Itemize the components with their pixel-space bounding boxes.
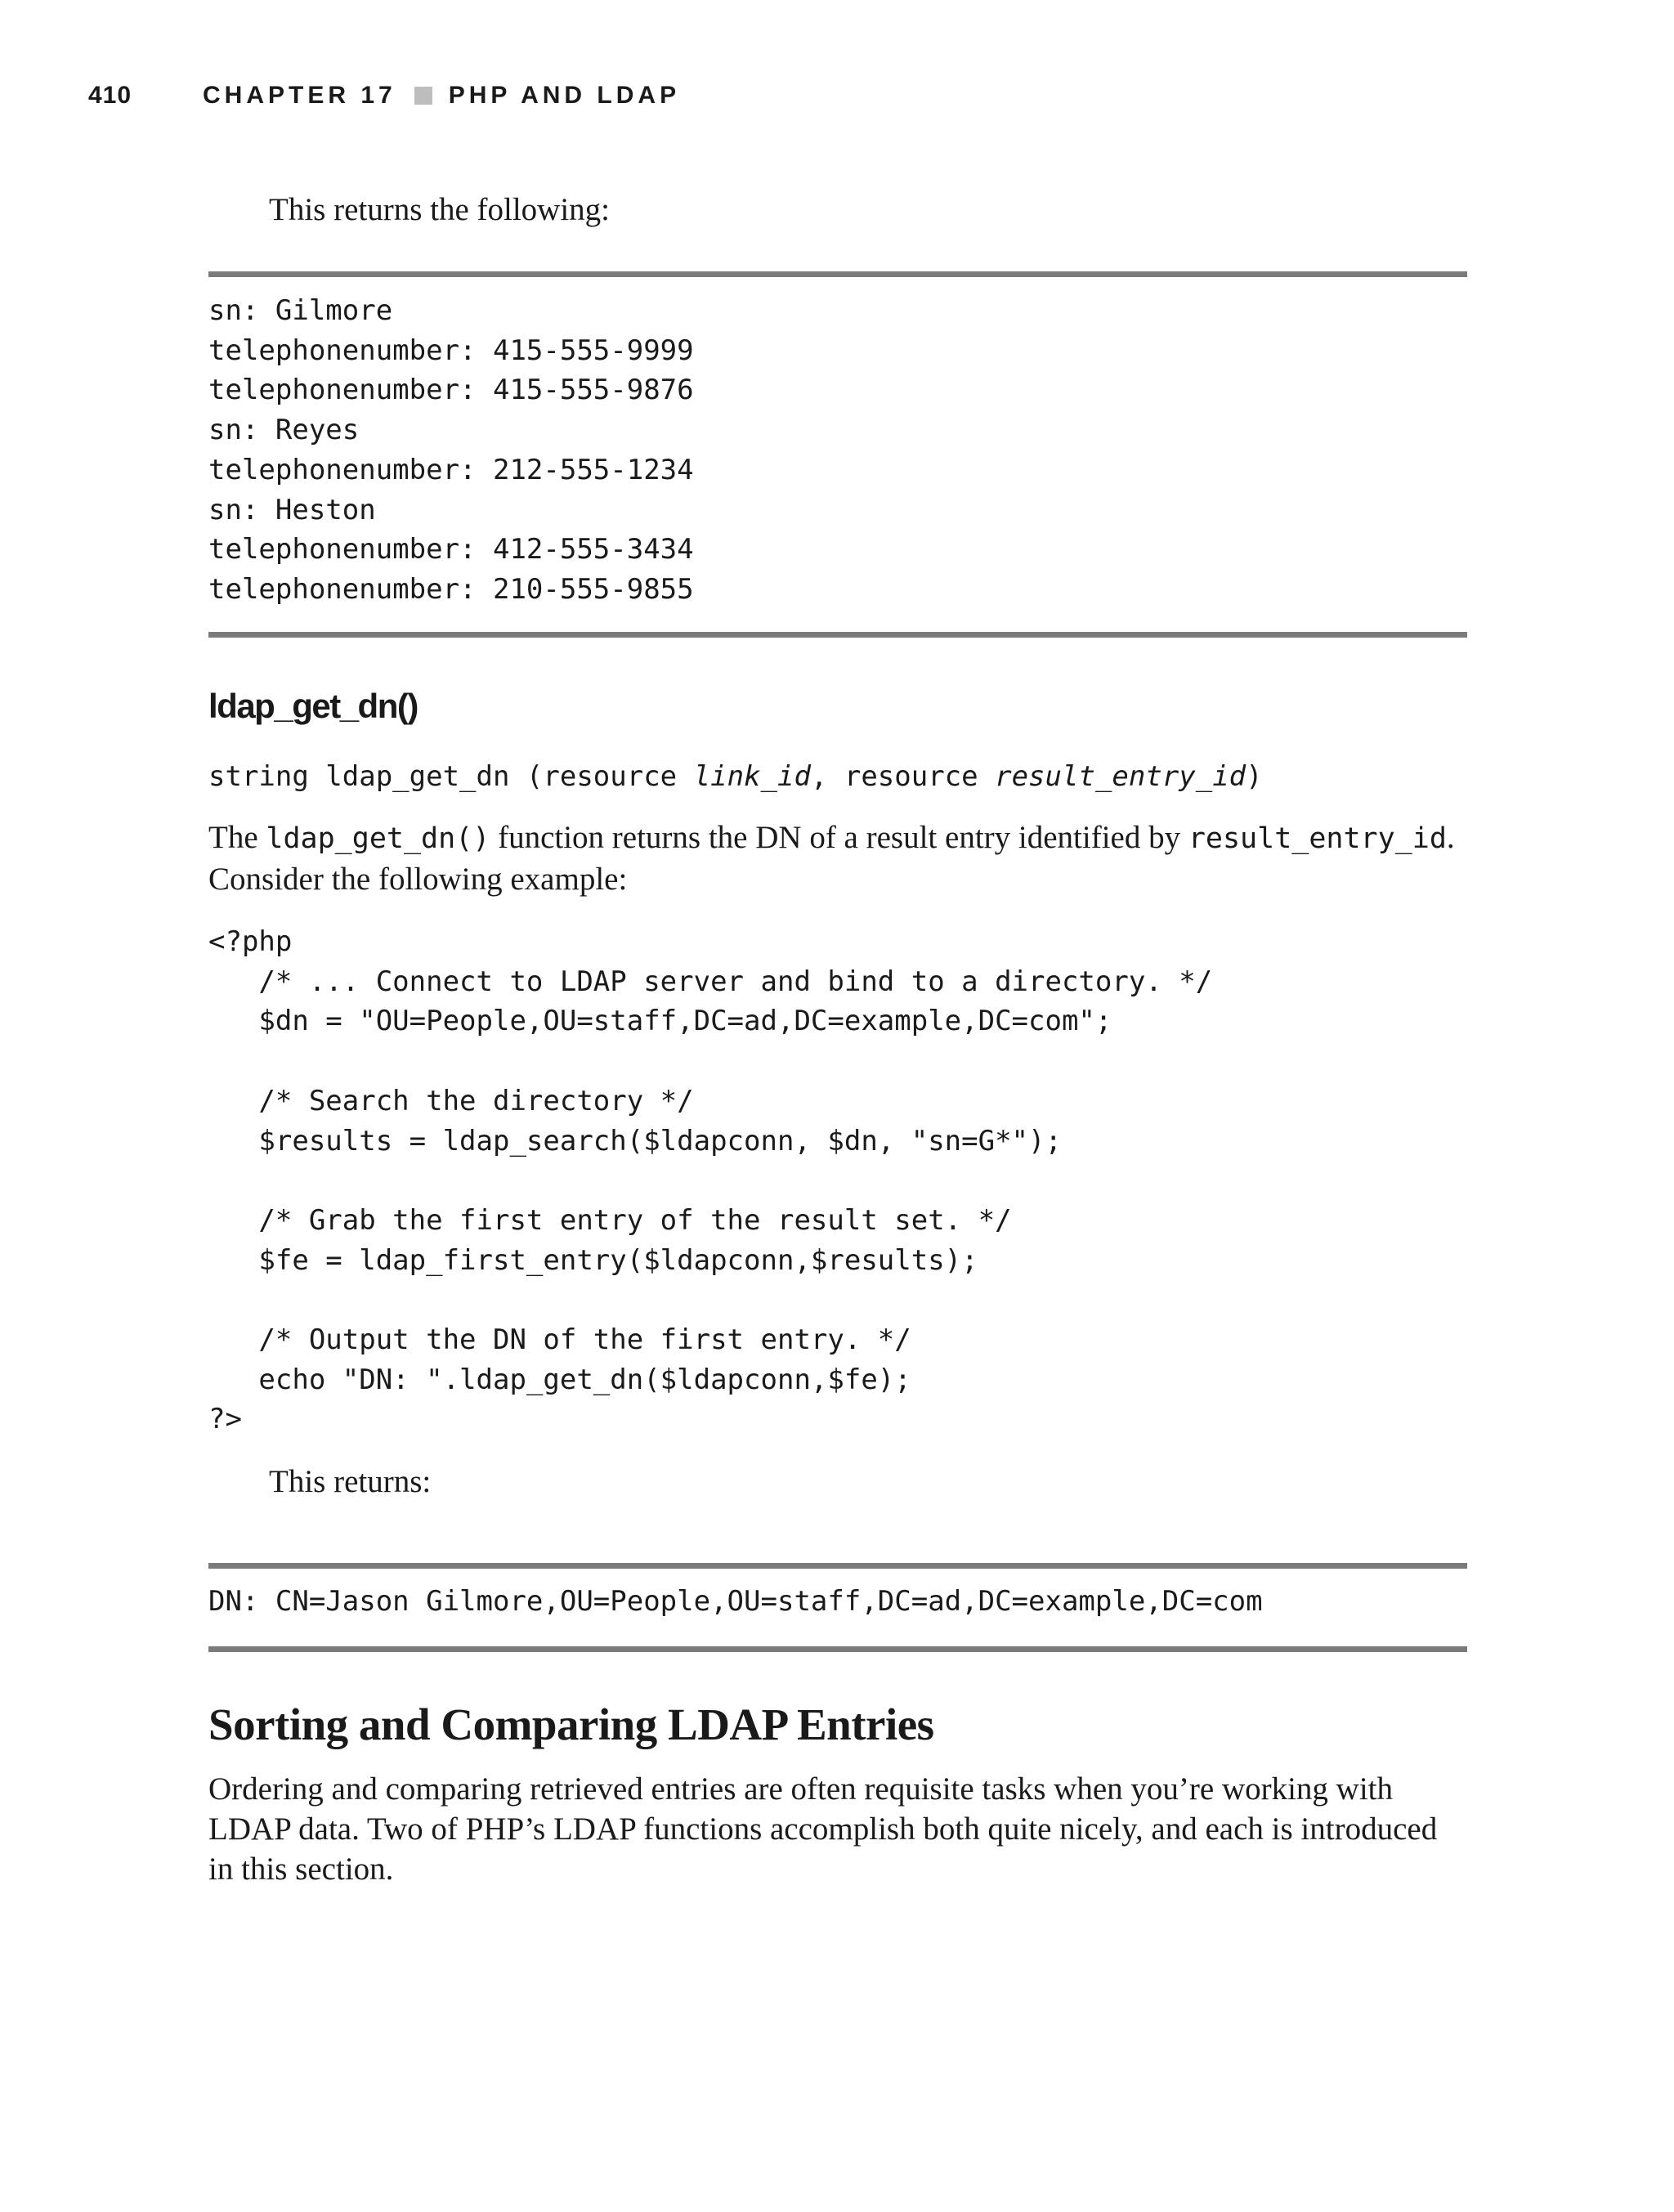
output-line: sn: Reyes (208, 414, 360, 447)
chapter-label: CHAPTER 17 (203, 82, 396, 109)
code-example (208, 922, 1467, 1440)
code-line: ?> (208, 1403, 242, 1436)
code-line: $results = ldap_search($ldapconn, $dn, "sn=G*"); (208, 1124, 1062, 1157)
code-line (208, 1161, 1467, 1201)
rule-top-output-1 (208, 271, 1467, 277)
output-line: telephonenumber: 415-555-9999 (208, 334, 694, 367)
function-section (208, 687, 1467, 726)
para-line: Ordering and comparing retrieved entries are often requisite tasks when you’re working with (208, 1771, 1394, 1807)
signature-mid: , resource (810, 760, 996, 793)
intro-text: This returns the following: (269, 192, 611, 227)
code-line: echo "DN: ".ldap_get_dn($ldapconn,$fe); (208, 1363, 911, 1396)
output-line: DN: CN=Jason Gilmore,OU=People,OU=staff,DC=ad,DC=example,DC=com (208, 1585, 1263, 1618)
code-line (208, 1041, 1467, 1081)
section (208, 1699, 1467, 1750)
signature-suffix: ) (1246, 760, 1263, 793)
desc-param-name: result_entry_id (1188, 822, 1447, 855)
code-line: <?php (208, 925, 293, 958)
rule-bottom-output-2 (208, 1646, 1467, 1652)
desc-the: The (208, 820, 266, 855)
code-line (208, 1280, 1467, 1320)
signature-param-result-entry-id: result_entry_id (995, 760, 1247, 793)
separator-square-icon (414, 87, 432, 105)
chapter-title: PHP AND LDAP (448, 82, 681, 109)
signature-prefix: string ldap_get_dn (resource (208, 760, 694, 793)
page-number: 410 (88, 82, 132, 109)
function-signature (208, 757, 1467, 796)
desc-end: . (1446, 820, 1455, 855)
section-heading: Sorting and Comparing LDAP Entries (208, 1699, 934, 1749)
output-block-1 (208, 291, 1467, 610)
section-paragraph (208, 1769, 1467, 1889)
desc-line-2: Consider the following example: (208, 862, 628, 897)
output-line: sn: Heston (208, 493, 376, 526)
para-line: in this section. (208, 1852, 394, 1887)
desc-func-name: ldap_get_dn() (266, 822, 490, 855)
code-line: $fe = ldap_first_entry($ldapconn,$results); (208, 1243, 978, 1277)
output-line: sn: Gilmore (208, 294, 393, 327)
returns-paragraph (208, 1462, 1467, 1502)
code-line: $dn = "OU=People,OU=staff,DC=ad,DC=example,DC=com"; (208, 1005, 1112, 1038)
code-line: /* ... Connect to LDAP server and bind to a directory. */ (208, 965, 1213, 998)
returns-text: This returns: (269, 1464, 432, 1499)
rule-top-output-2 (208, 1563, 1467, 1569)
function-description (208, 817, 1467, 899)
desc-mid: function returns the DN of a result entry identified by (490, 820, 1188, 855)
running-head (203, 82, 680, 110)
signature-param-link-id: link_id (693, 760, 811, 793)
output-line: telephonenumber: 412-555-3434 (208, 533, 694, 566)
output-line: telephonenumber: 212-555-1234 (208, 453, 694, 486)
intro-paragraph (208, 190, 1467, 230)
function-heading: ldap_get_dn() (208, 687, 418, 725)
output-line: telephonenumber: 415-555-9876 (208, 374, 694, 407)
output-line: telephonenumber: 210-555-9855 (208, 572, 694, 606)
para-line: LDAP data. Two of PHP’s LDAP functions accomplish both quite nicely, and each is introduced (208, 1811, 1438, 1847)
rule-bottom-output-1 (208, 632, 1467, 638)
code-line: /* Grab the first entry of the result set. */ (208, 1203, 1012, 1237)
output-block-2 (208, 1582, 1467, 1622)
code-line: /* Search the directory */ (208, 1084, 694, 1117)
code-line: /* Output the DN of the first entry. */ (208, 1323, 911, 1357)
